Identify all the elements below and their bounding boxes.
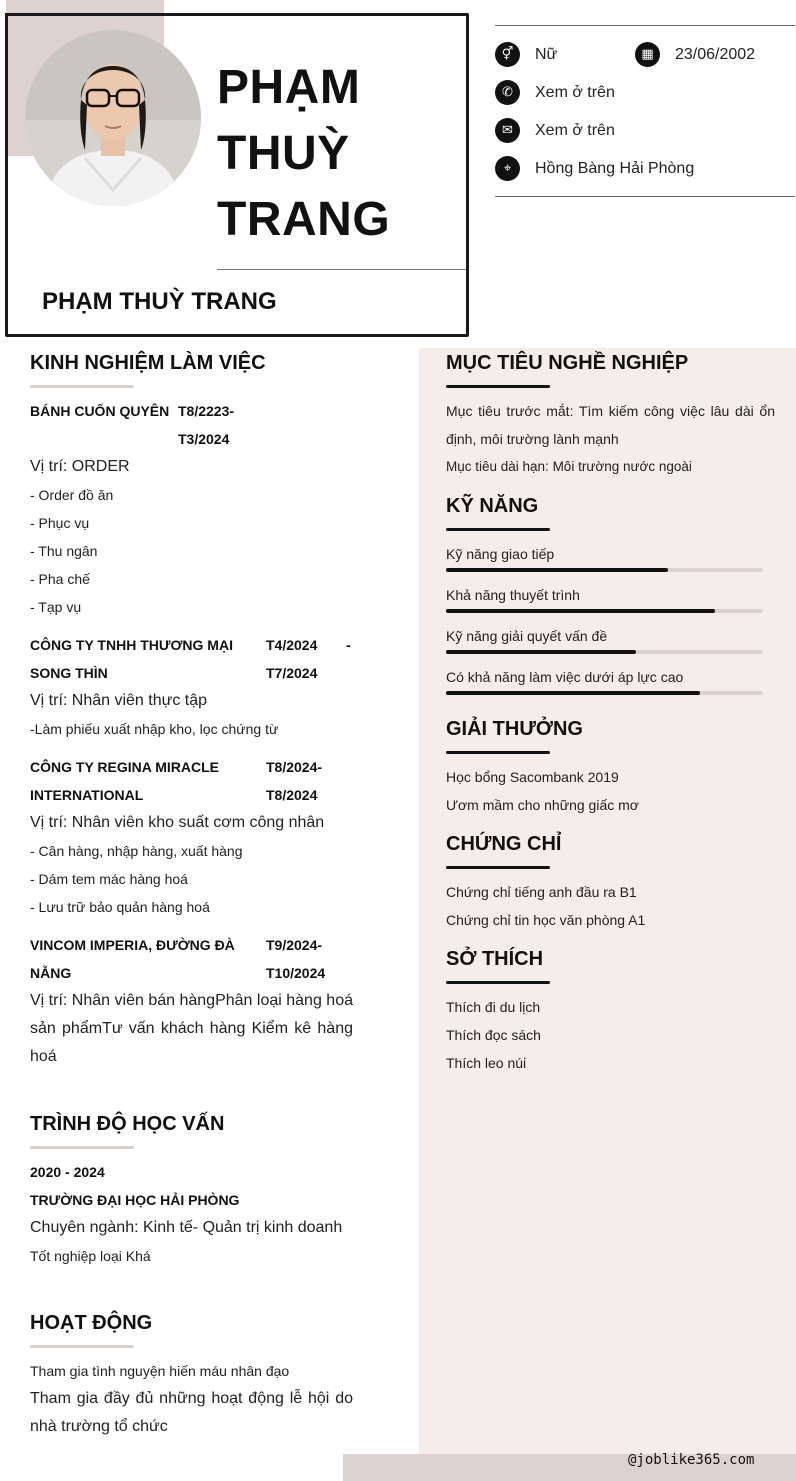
hobby-item: Thích leo núi — [446, 1055, 527, 1071]
job-3-period-end: T8/2024 — [266, 787, 318, 803]
awards-title-rule — [446, 751, 550, 754]
hobbies-title-rule — [446, 981, 550, 984]
email-value: Xem ở trên — [535, 121, 615, 139]
activity-item: Tham gia đầy đủ những hoạt động lễ hội do nhà trường tổ chức — [30, 1390, 353, 1435]
avatar-photo-icon — [25, 30, 201, 206]
sub-name: PHẠM THUỲ TRANG — [42, 288, 277, 315]
skills-title-rule — [446, 528, 550, 531]
birthday-value: 23/06/2002 — [675, 45, 756, 63]
location-pin-icon: ⌖ — [495, 156, 520, 181]
job-4-period-end: T10/2024 — [266, 965, 326, 981]
contact-phone — [495, 80, 615, 105]
skill-bar-track — [446, 609, 763, 613]
job-1-period-end: T3/2024 — [178, 431, 230, 447]
education-grade: Tốt nghiệp loại Khá — [30, 1248, 151, 1264]
job-2-company-line-2: SONG THÌN — [30, 665, 108, 681]
full-name-heading — [217, 55, 457, 253]
job-3-detail: - Dám tem mác hàng hoá — [30, 871, 188, 887]
job-1-company: BÁNH CUỐN QUYÊN — [30, 403, 170, 419]
job-1-detail: - Pha chế — [30, 571, 90, 587]
job-1-position: Vị trí: ORDER — [30, 458, 130, 475]
skill-bar-fill — [446, 568, 668, 572]
activities-title-rule — [30, 1345, 134, 1348]
gender-icon: ⚥ — [495, 42, 520, 67]
job-2-period-start: T4/2024 — [266, 637, 318, 653]
job-4-period-start: T9/2024- — [266, 937, 323, 953]
skill-bar-track — [446, 650, 763, 654]
skill-label: Kỹ năng giao tiếp — [446, 546, 555, 562]
contact-email — [495, 118, 615, 143]
job-1-detail: - Tạp vụ — [30, 599, 82, 615]
objective-title: MỤC TIÊU NGHỀ NGHIỆP — [446, 352, 689, 374]
job-2-period-dash: - — [346, 637, 351, 653]
name-divider — [217, 269, 466, 270]
name-line-2: THUỲ — [217, 127, 350, 180]
phone-icon: ✆ — [495, 80, 520, 105]
skill-bar-track — [446, 691, 763, 695]
phone-value: Xem ở trên — [535, 83, 615, 101]
job-1-period-start: T8/2223- — [178, 403, 235, 419]
skill-label: Kỹ năng giải quyết vấn đề — [446, 628, 608, 644]
job-3-period-start: T8/2024- — [266, 759, 323, 775]
job-2-detail: -Làm phiếu xuất nhập kho, lọc chứng từ — [30, 721, 279, 737]
objective-short-term: Mục tiêu trước mắt: Tìm kiếm công việc lâu dài ổn định, môi trường lành mạnh — [446, 403, 775, 447]
awards-title: GIẢI THƯỞNG — [446, 718, 583, 740]
job-4-position: Vị trí: Nhân viên bán hàngPhân loại hàng hoá sản phẩmTư vấn khách hàng Kiểm kê hàng hoá — [30, 992, 353, 1065]
footer-watermark[interactable]: @joblike365.com — [628, 1452, 755, 1468]
education-title: TRÌNH ĐỘ HỌC VẤN — [30, 1113, 225, 1135]
education-period: 2020 - 2024 — [30, 1164, 105, 1180]
education-major: Chuyên ngành: Kinh tế- Quản trị kinh doanh — [30, 1219, 343, 1236]
contact-top-divider — [495, 25, 795, 26]
certificate-item: Chứng chỉ tiếng anh đầu ra B1 — [446, 884, 637, 900]
certificates-title: CHỨNG CHỈ — [446, 833, 562, 855]
skill-label: Khả năng thuyết trình — [446, 587, 580, 603]
address-value: Hồng Bàng Hải Phòng — [535, 159, 695, 177]
contact-address — [495, 156, 694, 181]
job-2-period-end: T7/2024 — [266, 665, 318, 681]
education-school: TRƯỜNG ĐẠI HỌC HẢI PHÒNG — [30, 1192, 240, 1208]
skill-bar-fill — [446, 650, 636, 654]
activity-item: Tham gia tình nguyện hiến máu nhân đạo — [30, 1363, 290, 1379]
contact-birthday — [635, 42, 755, 67]
activities-title: HOẠT ĐỘNG — [30, 1312, 153, 1334]
job-2-position: Vị trí: Nhân viên thực tập — [30, 692, 208, 709]
avatar — [25, 30, 201, 206]
objective-long-term: Mục tiêu dài hạn: Môi trường nước ngoài — [446, 459, 692, 474]
award-item: Ươm mầm cho những giấc mơ — [446, 797, 639, 813]
job-2-company-line-1: CÔNG TY TNHH THƯƠNG MẠI — [30, 637, 233, 653]
job-3-position: Vị trí: Nhân viên kho suất cơm công nhân — [30, 814, 325, 831]
job-1-detail: - Phục vụ — [30, 515, 90, 531]
name-line-3: TRANG — [217, 193, 391, 246]
job-1-detail: - Thu ngân — [30, 543, 98, 559]
gender-value: Nữ — [535, 45, 558, 63]
hobby-item: Thích đi du lịch — [446, 999, 541, 1015]
skills-title: KỸ NĂNG — [446, 495, 539, 517]
job-3-detail: - Lưu trữ bảo quản hàng hoá — [30, 899, 210, 915]
skill-bar-fill — [446, 609, 715, 613]
hobbies-title: SỞ THÍCH — [446, 948, 544, 970]
skill-bar-track — [446, 568, 763, 572]
job-4-company-line-2: NẴNG — [30, 965, 72, 981]
skill-label: Có khả năng làm việc dưới áp lực cao — [446, 669, 684, 685]
objective-title-rule — [446, 385, 550, 388]
job-3-company-line-1: CÔNG TY REGINA MIRACLE — [30, 759, 220, 775]
job-4-company-line-1: VINCOM IMPERIA, ĐƯỜNG ĐÀ — [30, 937, 235, 953]
job-3-company-line-2: INTERNATIONAL — [30, 787, 144, 803]
certificates-title-rule — [446, 866, 550, 869]
job-1-detail: - Order đồ ăn — [30, 487, 114, 503]
education-title-rule — [30, 1146, 134, 1149]
experience-title: KINH NGHIỆM LÀM VIỆC — [30, 352, 266, 374]
mail-icon: ✉ — [495, 118, 520, 143]
experience-title-rule — [30, 385, 134, 388]
hobby-item: Thích đọc sách — [446, 1027, 541, 1043]
calendar-icon: ▦ — [635, 42, 660, 67]
job-3-detail: - Cân hàng, nhập hàng, xuất hàng — [30, 843, 243, 859]
name-line-1: PHẠM — [217, 61, 361, 114]
certificate-item: Chứng chỉ tin học văn phòng A1 — [446, 912, 646, 928]
award-item: Học bổng Sacombank 2019 — [446, 769, 619, 785]
contact-gender — [495, 42, 557, 67]
skill-bar-fill — [446, 691, 700, 695]
contact-bottom-divider — [495, 196, 795, 197]
